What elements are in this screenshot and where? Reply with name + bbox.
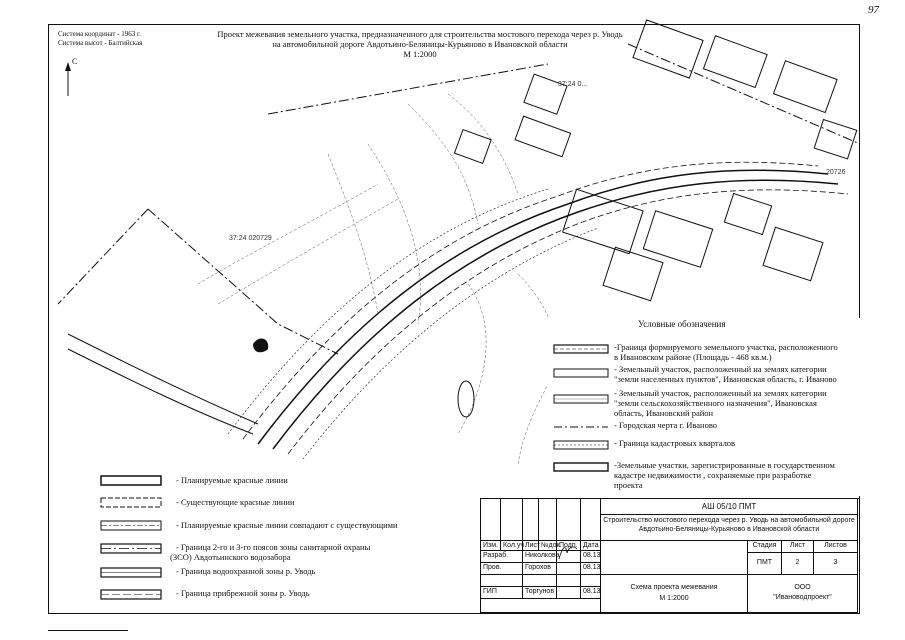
razrab-label: Разраб. [481,551,523,563]
col-izm: Изм. [481,541,501,551]
legend-swatch-parcel [554,344,610,354]
legend-swatch-city-land [554,368,610,378]
col-ndok: №док. [541,542,562,549]
legend-item-0: -Граница формируемого земельного участка, расположенного в Ивановском районе (Площадь - 468 кв.м.) [614,342,838,362]
drawing-title-cell [601,575,748,613]
map-title-line2: на автомобильной дороге Авдотьино-Беляницы-Курьяново в Ивановской области [272,39,568,49]
bottom-rule [48,630,128,631]
legend-swatch-city-border [554,422,610,432]
legend-swatch-agri-land [554,394,610,404]
north-arrow-icon [65,62,71,96]
sheet-header: Лист [782,541,814,553]
legend-title: Условные обозначения [638,319,726,329]
legend-swatch-zso [100,542,164,556]
signature-icon [557,545,579,557]
organization-cell [748,575,858,613]
gip-date: 08.13 [581,587,601,599]
razrab-name: Николкова [523,551,557,563]
legend-item-3: - Городская черта г. Иваново [614,420,718,430]
legend-left-item-2: - Планируемые красные линии совпадают с существующими [176,520,398,530]
sheets-header: Листов [814,541,858,553]
legend-item-4: - Граница кадастровых кварталов [614,438,736,448]
cadastral-label-2: 20726 [826,169,846,176]
legend-item-1: - Земельный участок, расположенный на землях категории "земли населенных пунктов", Ивановская область, г. Иваново [614,364,837,384]
col-list: Лист [525,542,541,549]
gip-label: ГИП [481,587,523,599]
cadastral-label-1: 37:24 020729 [229,235,272,242]
legend-item-5: -Земельные участки, зарегистрированные в государственном кадастре недвижимости , сохраняемые при разработке проекта [614,460,835,490]
legend-left-item-3: - Граница 2-го и 3-го поясов зоны санитарной охраны (ЗСО) Авдотьинского водозабора [170,542,371,562]
drawing-title: Схема проекта межевания [630,584,718,591]
legend-swatch-existing-red [100,496,164,510]
sheet-value: 2 [782,553,814,575]
prov-date: 08.13 [581,563,601,575]
col-koluch: Кол.уч [503,542,524,549]
legend-item-2: - Земельный участок, расположенный на землях категории "земли сельскохозяйственного назначения", Ивановская область, Ивановский район [614,388,827,418]
legend-swatch-water-protection [100,566,164,580]
org-line1: ООО [794,584,811,591]
page-number: 97 [868,4,879,16]
legend-right [548,318,860,496]
title-block [480,498,860,614]
north-label: С [72,57,78,66]
map-scale: М 1:2000 [403,49,437,59]
cadastral-label-3: 37:24 0... [558,81,588,88]
legend-left-item-4: - Граница водоохранной зоны р. Уводь [176,566,316,576]
col-data: Дата [581,541,601,551]
project-code: АШ 05/10 ПМТ [601,499,858,515]
prov-name: Горохов [523,563,557,575]
height-system-note: Система высот - Балтийская [58,39,143,47]
coord-system-note: Система координат - 1963 г. [58,30,141,38]
razrab-date: 08.13 [581,551,601,563]
prov-label: Пров. [481,563,523,575]
map-title: Проект межевания земельного участка, предназначенного для строительства мостового перехода через р. Уводь [217,29,623,39]
legend-swatch-coastal [100,588,164,602]
legend-swatch-coincide-red [100,519,164,533]
legend-swatch-planned-red [100,474,164,488]
legend-left [100,470,480,610]
legend-left-item-1: - Существующие красные линии [176,497,295,507]
stage-header: Стадия [748,541,782,553]
stage-value: ПМТ [748,553,782,575]
col-podp: Подп. [557,541,581,551]
dark-area-icon [253,339,268,353]
legend-left-item-5: - Граница прибрежной зоны р. Уводь [176,588,310,598]
razrab-signature [557,551,581,563]
pond-icon [458,381,474,417]
org-line2: "Ивановодпроект" [773,594,832,601]
legend-swatch-registered [554,462,610,472]
drawing-scale: М 1:2000 [659,595,689,602]
project-name: Строительство мостового перехода через р. Уводь на автомобильной дороге Авдотьино-Беляницы-Курьяново в Ивановской области [601,515,858,541]
legend-left-item-0: - Планируемые красные линии [176,475,288,485]
gip-name: Торгунов [523,587,557,599]
legend-swatch-cadastral [554,440,610,450]
sheets-value: 3 [814,553,858,575]
